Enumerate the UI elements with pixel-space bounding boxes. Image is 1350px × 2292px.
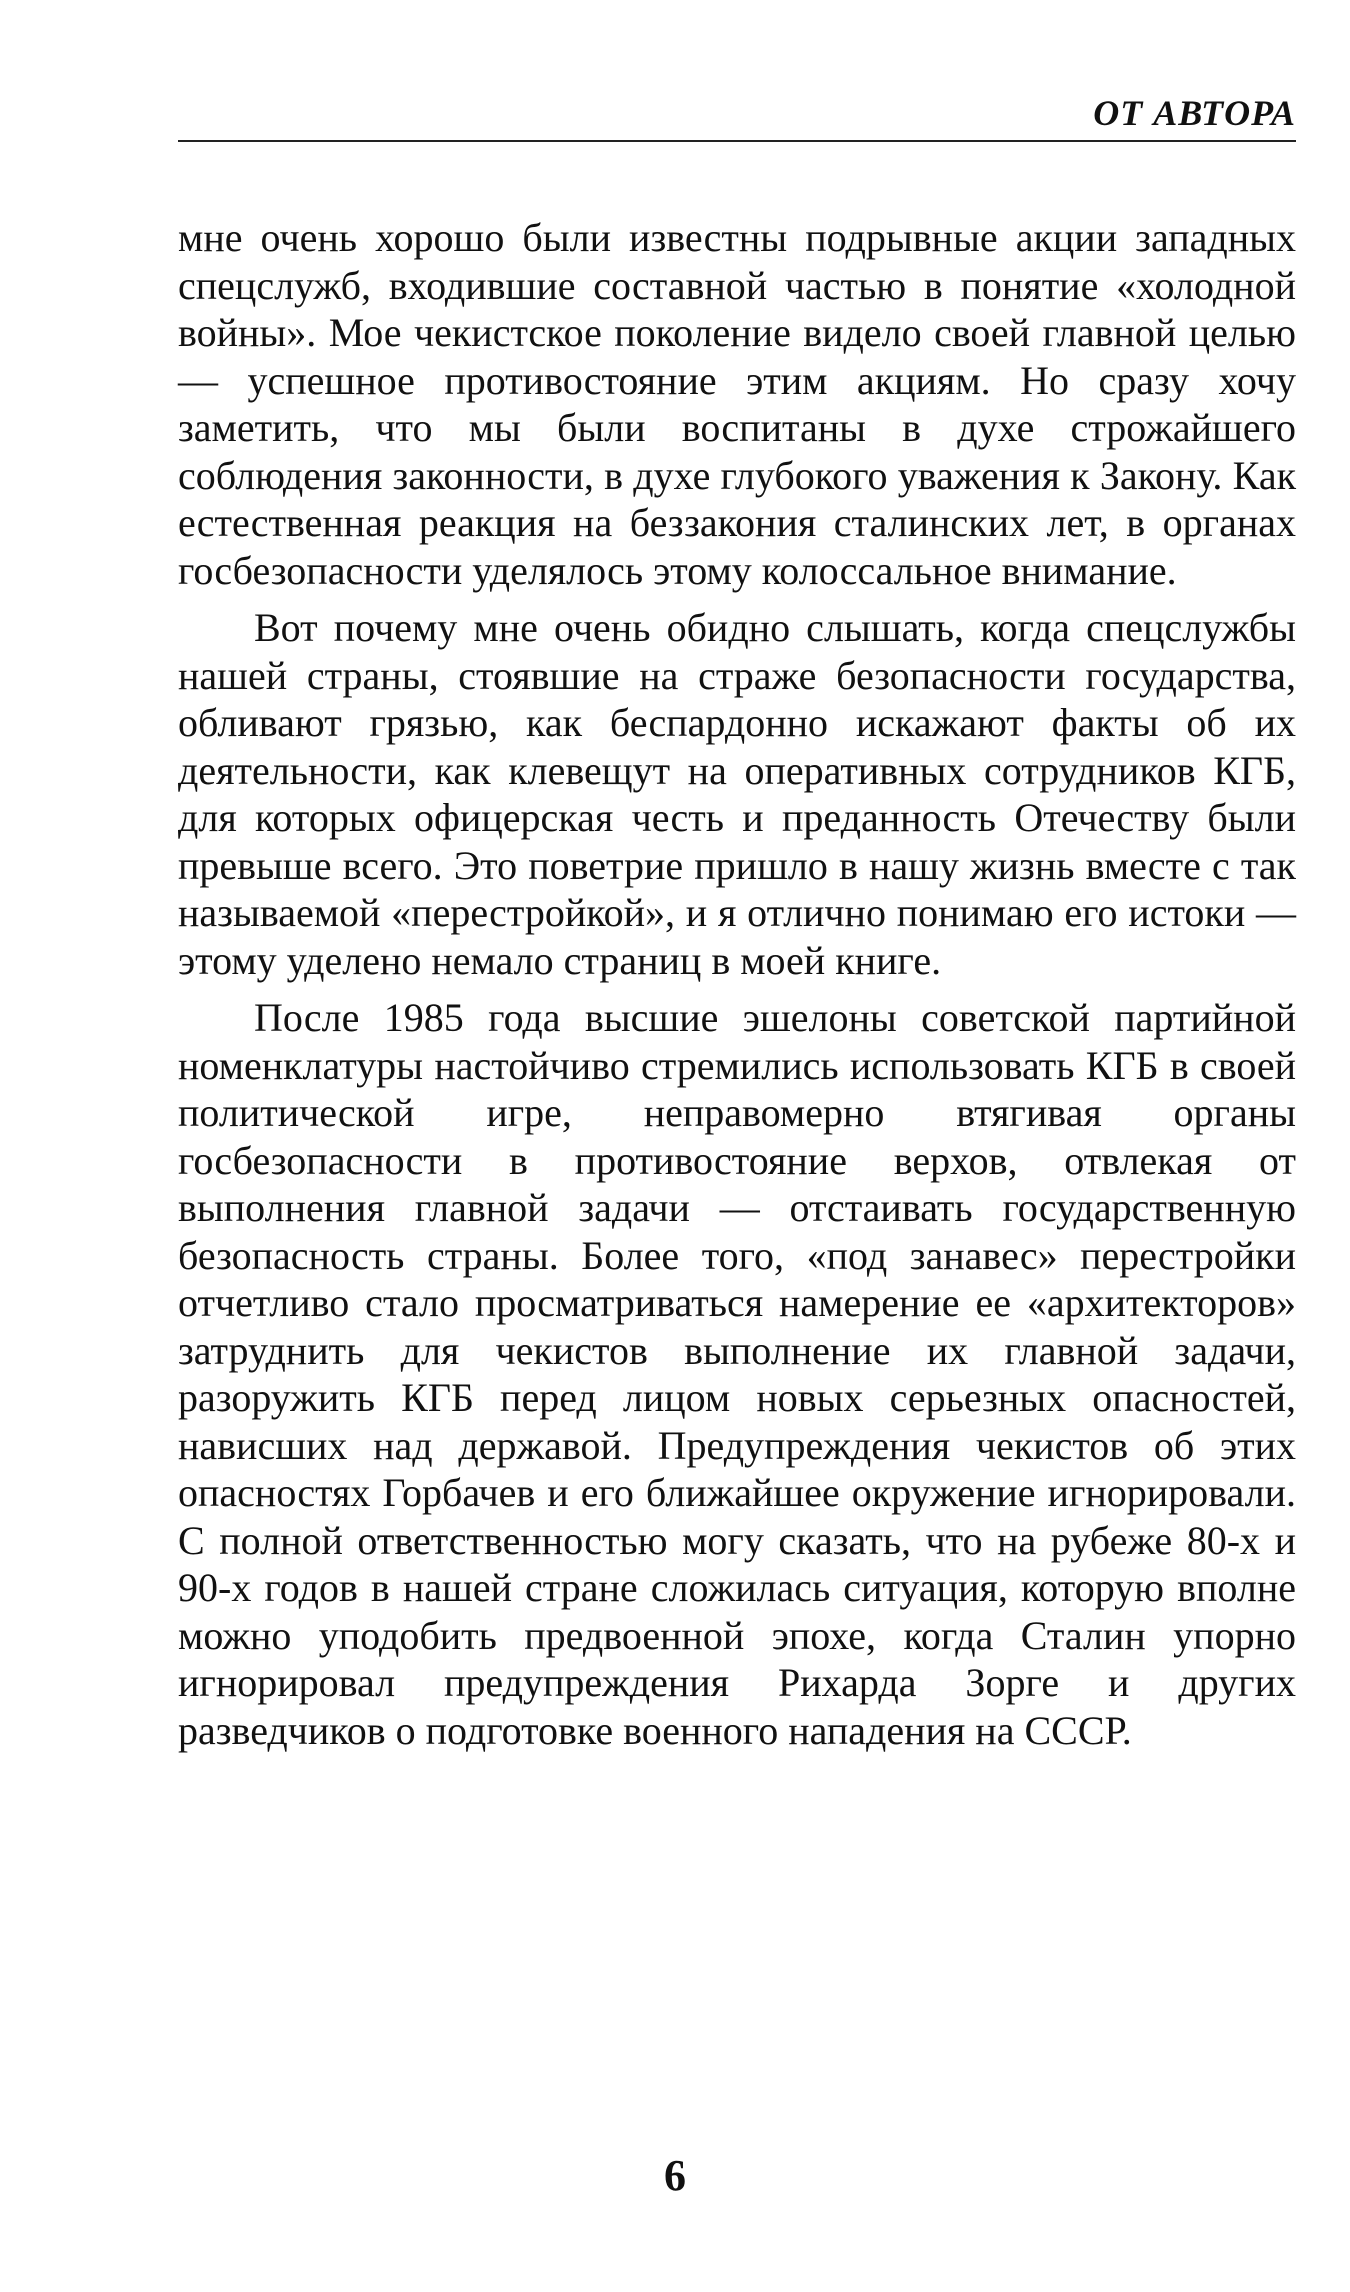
running-header	[178, 92, 1296, 142]
section-title: ОТ АВТОРА	[1093, 93, 1296, 133]
paragraph: После 1985 года высшие эшелоны советской партийной номенклатуры настойчиво стремились использовать КГБ в своей политической игре, неправомерно втягивая органы госбезопасности в противостояние верхов, отвлекая от выполнения главной задачи — отстаивать государственную безопасность страны. Более того, «под занавес» перестройки отчетливо стало просматриваться намерение ее «архитекторов» затруднить для чекистов выполнение их главной задачи, разоружить КГБ перед лицом новых серьезных опасностей, нависших над державой. Предупреждения чекистов об этих опасностях Горбачев и его ближайшее окружение игнорировали. С полной ответственностью могу сказать, что на рубеже 80-х и 90-х годов в нашей стране сложилась ситуация, которую вполне можно уподобить предвоенной эпохе, когда Сталин упорно игнорировал предупреждения Рихарда Зорге и других разведчиков о подготовке военного нападения на СССР.	[178, 995, 1296, 1753]
page-number: 6	[664, 2151, 686, 2200]
paragraph: Вот почему мне очень обидно слышать, когда спецслужбы нашей страны, стоявшие на страже безопасности государства, обливают грязью, как беспардонно искажают факты об их деятельности, как клевещут на оперативных сотрудников КГБ, для которых офицерская честь и преданность Отечеству были превыше всего. Это поветрие пришло в нашу жизнь вместе с так называемой «перестройкой», и я отлично понимаю его истоки — этому уделено немало страниц в моей книге.	[178, 605, 1296, 983]
page-body	[178, 214, 1296, 1754]
paragraph-continued: мне очень хорошо были известны подрывные акции западных спецслужб, входившие составной частью в понятие «холодной войны». Мое чекистское поколение видело своей главной целью — успешное противостояние этим акциям. Но сразу хочу заметить, что мы были воспитаны в духе строжайшего соблюдения законности, в духе глубокого уважения к Закону. Как естественная реакция на беззакония сталинских лет, в органах госбезопасности уделялось этому колоссальное внимание.	[178, 215, 1296, 593]
